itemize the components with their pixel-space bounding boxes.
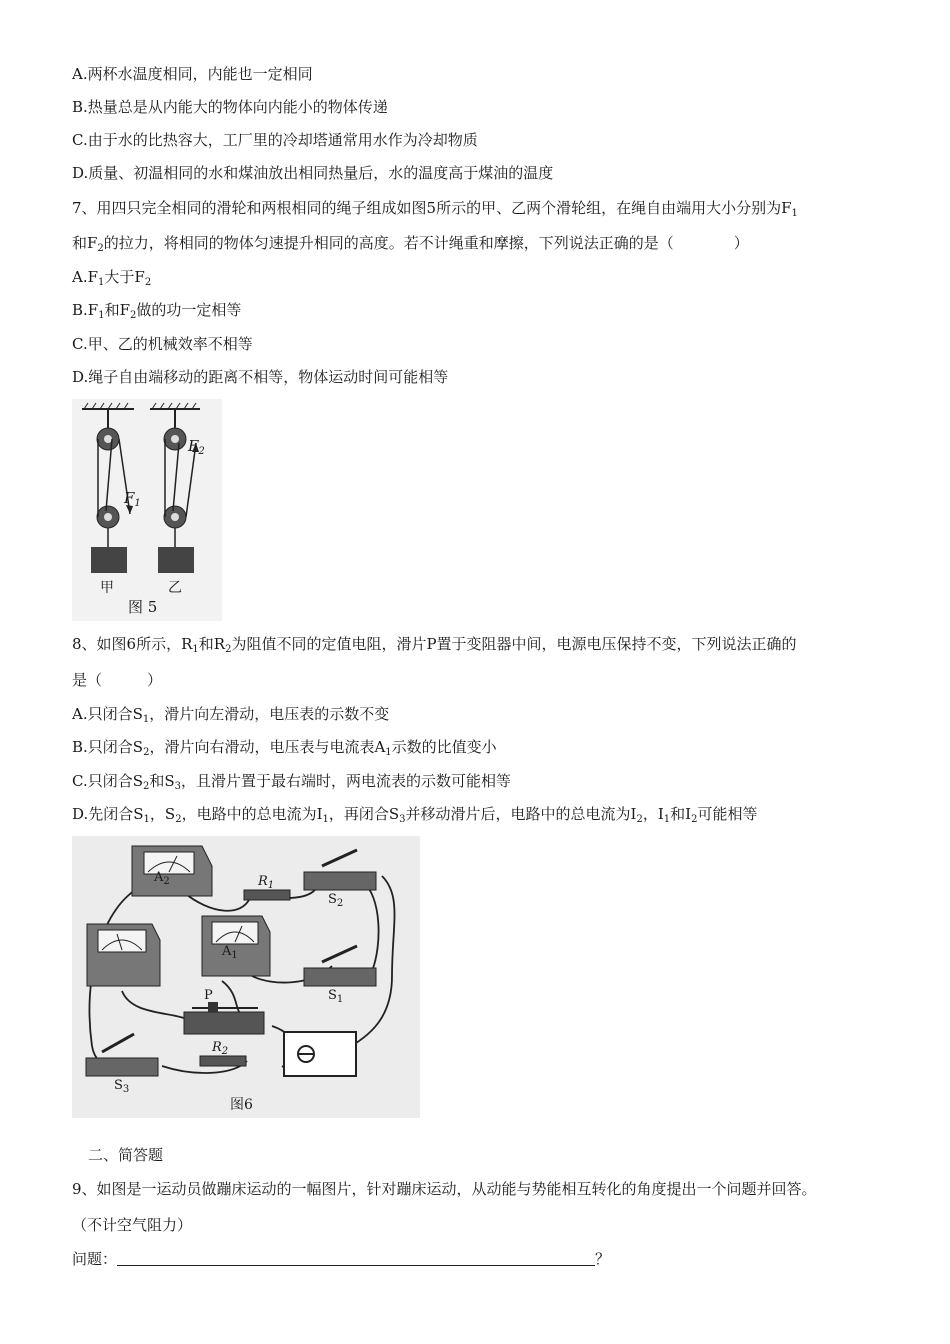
q8-stem-line2: 是（ ） <box>72 671 163 689</box>
figure-5-caption: 图 5 <box>128 598 158 616</box>
label-r1: $R_1$ <box>258 874 275 891</box>
question-end: ？ <box>595 1250 611 1268</box>
q8-option-b: B.只闭合$S_2$，滑片向右滑动，电压表与电流表$A_1$示数的比值变小 <box>72 738 497 758</box>
pulley-diagram <box>72 399 222 621</box>
label-s3: $S_3$ <box>114 1078 130 1095</box>
q8-option-a: A.只闭合$S_1$，滑片向左滑动，电压表的示数不变 <box>72 705 390 725</box>
q6-option-c: C.由于水的比热容大，工厂里的冷却塔通常用水作为冷却物质 <box>72 131 478 149</box>
question-label: 问题： <box>72 1250 118 1268</box>
circuit-diagram <box>72 836 420 1118</box>
q9-question-line <box>72 1249 610 1269</box>
answer-blank[interactable] <box>117 1251 595 1266</box>
label-a1: $A_1$ <box>222 944 238 961</box>
q7-option-d: D.绳子自由端移动的距离不相等，物体运动时间可能相等 <box>72 368 449 386</box>
q6-option-a: A.两杯水温度相同，内能也一定相同 <box>72 65 313 83</box>
q6-option-b: B.热量总是从内能大的物体向内能小的物体传递 <box>72 98 388 116</box>
figure-6-caption: 图6 <box>230 1097 253 1113</box>
q9-stem: 9、如图是一运动员做蹦床运动的一幅图片，针对蹦床运动，从动能与势能相互转化的角度提出一个问题并回答。 <box>72 1180 817 1198</box>
label-yi: 乙 <box>168 580 182 596</box>
q8-stem-line1: 8、如图6所示，$R_1$和$R_2$为阻值不同的定值电阻，滑片P置于变阻器中间，电源电压保持不变，下列说法正确的 <box>72 635 797 655</box>
label-s2: $S_2$ <box>328 892 344 909</box>
q7-option-c: C.甲、乙的机械效率不相等 <box>72 335 253 353</box>
q7-stem-line1: 7、用四只完全相同的滑轮和两根相同的绳子组成如图5所示的甲、乙两个滑轮组，在绳自由端用大小分别为$F_1$ <box>72 199 798 219</box>
q7-option-a: $A.F_1$大于$F_2$ <box>72 268 152 288</box>
q8-option-c: C.只闭合$S_2$和$S_3$，且滑片置于最右端时，两电流表的示数可能相等 <box>72 772 512 792</box>
figure-5-pulley <box>72 399 222 621</box>
label-a2: $A_2$ <box>154 870 170 887</box>
label-f1: $F_1$ <box>124 489 141 509</box>
label-jia: 甲 <box>100 580 114 596</box>
label-p: P <box>204 988 213 1003</box>
label-r2: $R_2$ <box>212 1040 229 1057</box>
q7-stem-line2: 和$F_2$的拉力，将相同的物体匀速提升相同的高度。若不计绳重和摩擦，下列说法正确的是（ ） <box>72 234 749 254</box>
label-s1: $S_1$ <box>328 988 344 1005</box>
q7-option-b: $B.F_1$和$F_2$做的功一定相等 <box>72 301 242 321</box>
label-f2: $F_2$ <box>188 437 205 457</box>
figure-6-circuit <box>72 836 420 1118</box>
q9-note: （不计空气阻力） <box>72 1216 193 1234</box>
section-2-title: 二、简答题 <box>88 1146 164 1164</box>
q6-option-d: D.质量、初温相同的水和煤油放出相同热量后，水的温度高于煤油的温度 <box>72 164 554 182</box>
q8-option-d: D.先闭合$S_1$，$S_2$，电路中的总电流为$I_1$，再闭合$S_3$并移动滑片后，电路中的总电流为$I_2$，$I_1$和$I_2$可能相等 <box>72 805 758 825</box>
